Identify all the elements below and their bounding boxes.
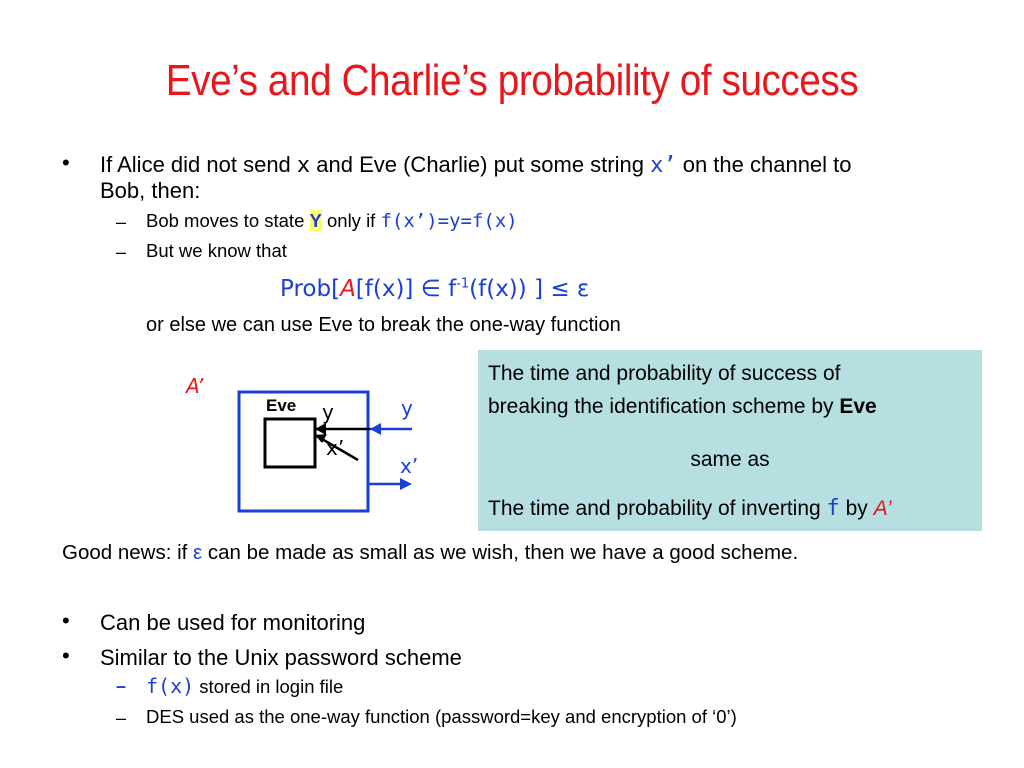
note-same-as: same as bbox=[690, 448, 770, 471]
inner-box-eve bbox=[265, 419, 315, 467]
sub-dash: – bbox=[116, 212, 127, 232]
sub-bullet-but-we-know: But we know that bbox=[146, 240, 287, 261]
outer-y-label: y bbox=[401, 396, 413, 420]
bullet-dot: • bbox=[62, 150, 70, 175]
bullet-1-line-1: If Alice did not send x and Eve (Charlie) put some string x’ on the channel to bbox=[100, 152, 852, 178]
eve-label: Eve bbox=[266, 396, 297, 415]
inner-x-prime-label: x’ bbox=[326, 436, 345, 460]
bullet-monitoring: Can be used for monitoring bbox=[100, 610, 366, 635]
inner-y-label: y bbox=[322, 400, 334, 424]
good-news-text: Good news: if ε can be made as small as we wish, then we have a good scheme. bbox=[62, 541, 799, 564]
one-way-function-text: or else we can use Eve to break the one-way function bbox=[146, 314, 621, 336]
note-line-1: The time and probability of success of bbox=[488, 362, 841, 385]
a-prime-label: A’ bbox=[186, 374, 204, 398]
sub-dash: – bbox=[116, 708, 127, 728]
sub-bullet-des: DES used as the one-way function (password=key and encryption of ‘0’) bbox=[146, 706, 737, 727]
bullet-1-line-2: Bob, then: bbox=[100, 178, 201, 203]
outer-x-prime-label: x’ bbox=[400, 454, 419, 478]
slide-title: Eve’s and Charlie’s probability of success bbox=[165, 56, 859, 105]
sub-bullet-fx-stored: f(x) stored in login file bbox=[146, 674, 344, 698]
note-line-3: The time and probability of inverting f by A’ bbox=[488, 496, 892, 521]
sub-dash: – bbox=[116, 242, 127, 262]
sub-dash: – bbox=[116, 676, 127, 696]
bullet-dot: • bbox=[62, 608, 70, 633]
probability-formula: Prob[A[f(x)] ∈ $f^{-1}(f(x))$ ] ≤ ε bbox=[280, 276, 590, 302]
sub-bullet-bob-moves: Bob moves to state Y only if f(x’)=y=f(x) bbox=[146, 210, 518, 232]
note-line-2: breaking the identification scheme by Eve bbox=[488, 395, 877, 418]
equivalence-note-box bbox=[478, 350, 982, 531]
bullet-unix-password: Similar to the Unix password scheme bbox=[100, 645, 462, 670]
bullet-dot: • bbox=[62, 643, 70, 668]
outer-box-a-prime bbox=[239, 392, 368, 511]
